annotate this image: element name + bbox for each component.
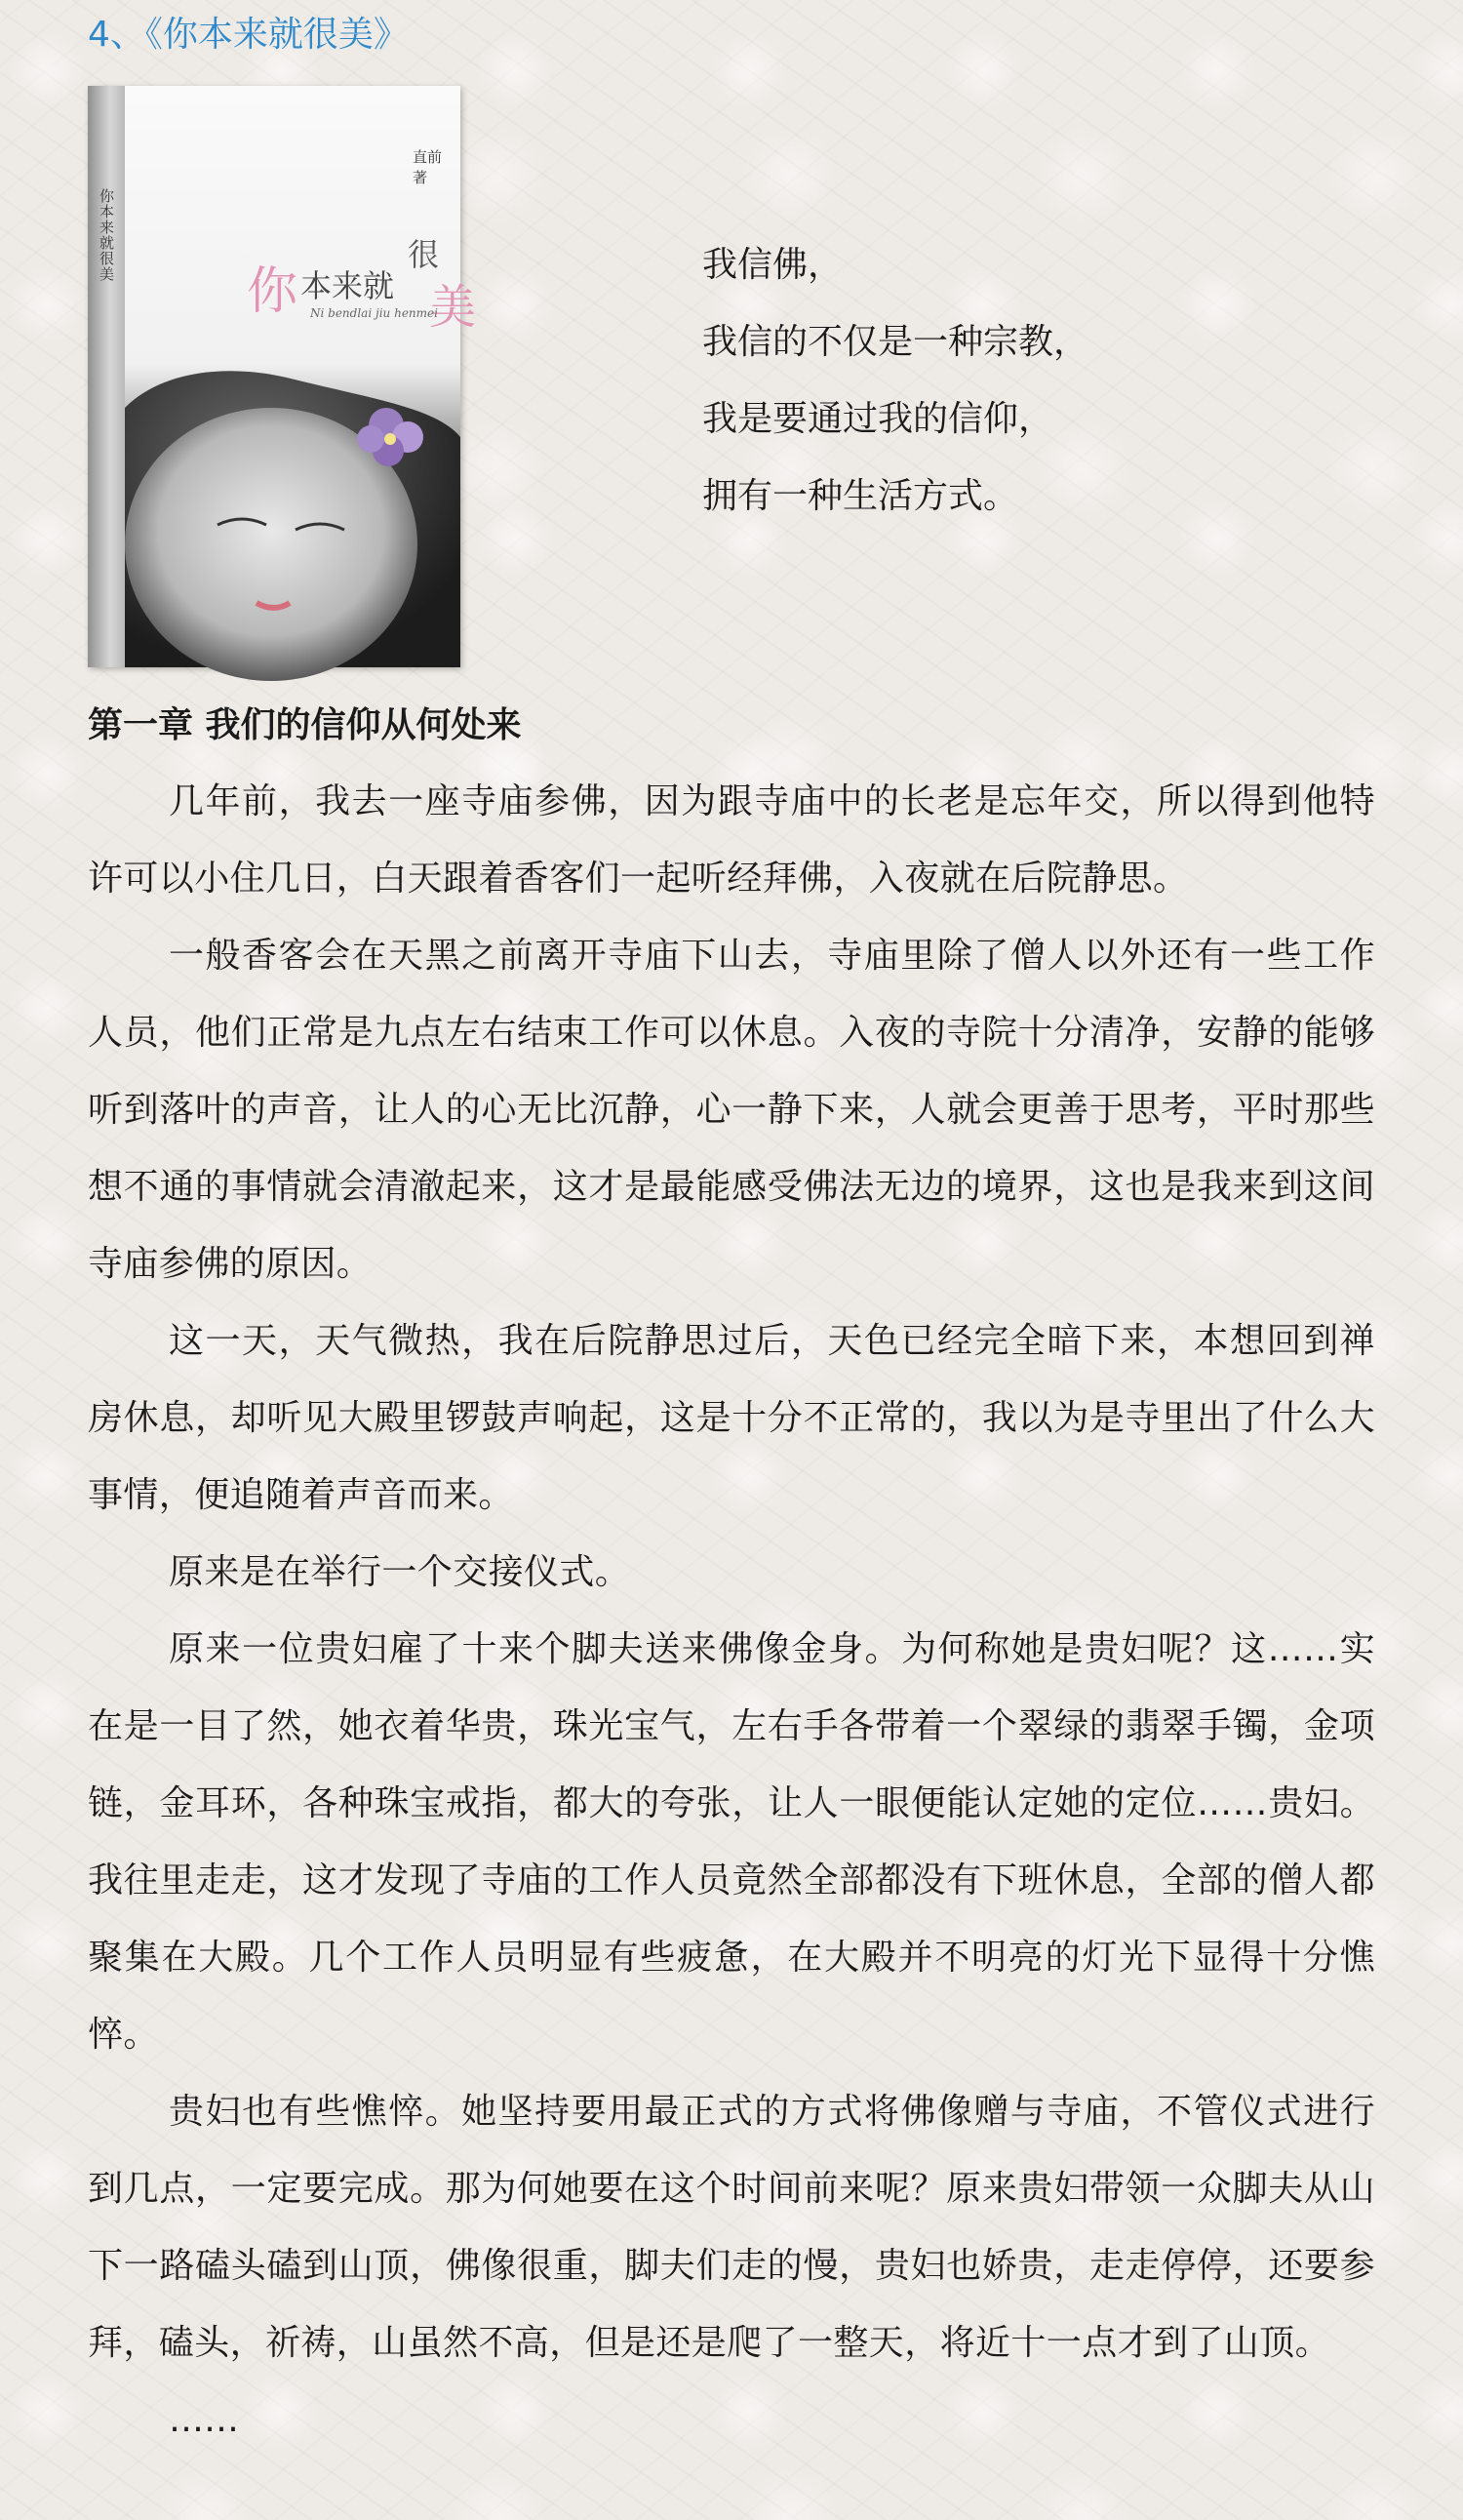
paragraph: 原来一位贵妇雇了十来个脚夫送来佛像金身。为何称她是贵妇呢？这……实在是一目了然，她衣着华贵，珠光宝气，左右手各带着一个翠绿的翡翠手镯，金项链，金耳环，各种珠宝戒指，都大的夸张，让人一眼便能认定她的定位……贵妇。我往里走走，这才发现了寺庙的工作人员竟然全部都没有下班休息，全部的僧人都聚集在大殿。几个工作人员明显有些疲惫，在大殿并不明亮的灯光下显得十分憔悴。 xyxy=(88,1629,1375,2055)
book-cover-image xyxy=(88,86,477,667)
quote-line: 我信佛， xyxy=(702,245,844,285)
chapter-title: 第一章 我们的信仰从何处来 xyxy=(88,705,522,745)
child-portrait-illustration xyxy=(125,86,460,667)
paragraph: 贵妇也有些憔悴。她坚持要用最正式的方式将佛像赠与寺庙，不管仪式进行到几点，一定要完成。那为何她要在这个时间前来呢？原来贵妇带领一众脚夫从山下一路磕头磕到山顶，佛像很重，脚夫们走的慢，贵妇也娇贵，走走停停，还要参拜，磕头，祈祷，山虽然不高，但是还是爬了一整天，将近十一点才到了山顶。 xyxy=(88,2092,1375,2363)
quote-line: 我信的不仅是一种宗教， xyxy=(702,322,1089,362)
book-front xyxy=(125,86,477,667)
book-spine xyxy=(88,86,125,667)
book-cover-title-part: 很 xyxy=(408,236,440,273)
book-quote xyxy=(702,226,1088,535)
paragraph: 一般香客会在天黑之前离开寺庙下山去，寺庙里除了僧人以外还有一些工作人员，他们正常是九点左右结束工作可以休息。入夜的寺院十分清净，安静的能够听到落叶的声音，让人的心无比沉静，心一静下来，人就会更善于思考，平时那些想不通的事情就会清澈起来，这才是最能感受佛法无边的境界，这也是我来到这间寺庙参佛的原因。 xyxy=(88,936,1375,1284)
chapter-body xyxy=(88,763,1375,2459)
paragraph: 原来是在举行一个交接仪式。 xyxy=(169,1552,631,1592)
book-cover-title-part: 美 xyxy=(429,280,477,335)
section-heading: 4、《你本来就很美》 xyxy=(88,15,409,55)
book-spine-title: 你本来就很美 xyxy=(99,187,115,283)
book-cover-author: 直前 著 xyxy=(413,148,443,186)
paragraph: 几年前，我去一座寺庙参佛，因为跟寺庙中的长老是忘年交，所以得到他特许可以小住几日，白天跟着香客们一起听经拜佛，入夜就在后院静思。 xyxy=(88,781,1375,899)
paragraph: 这一天，天气微热，我在后院静思过后，天色已经完全暗下来，本想回到禅房休息，却听见大殿里锣鼓声响起，这是十分不正常的，我以为是寺里出了什么大事情，便追随着声音而来。 xyxy=(88,1321,1375,1515)
book-cover-subtitle: Ni bendlai jiu henmei xyxy=(310,306,438,320)
continuation-ellipsis: …… xyxy=(169,2400,239,2440)
quote-line: 我是要通过我的信仰， xyxy=(702,399,1054,439)
book-cover-title-part: 本来就 xyxy=(300,267,395,304)
quote-line: 拥有一种生活方式。 xyxy=(702,476,1019,516)
book-cover-title-part: 你 xyxy=(247,262,298,321)
